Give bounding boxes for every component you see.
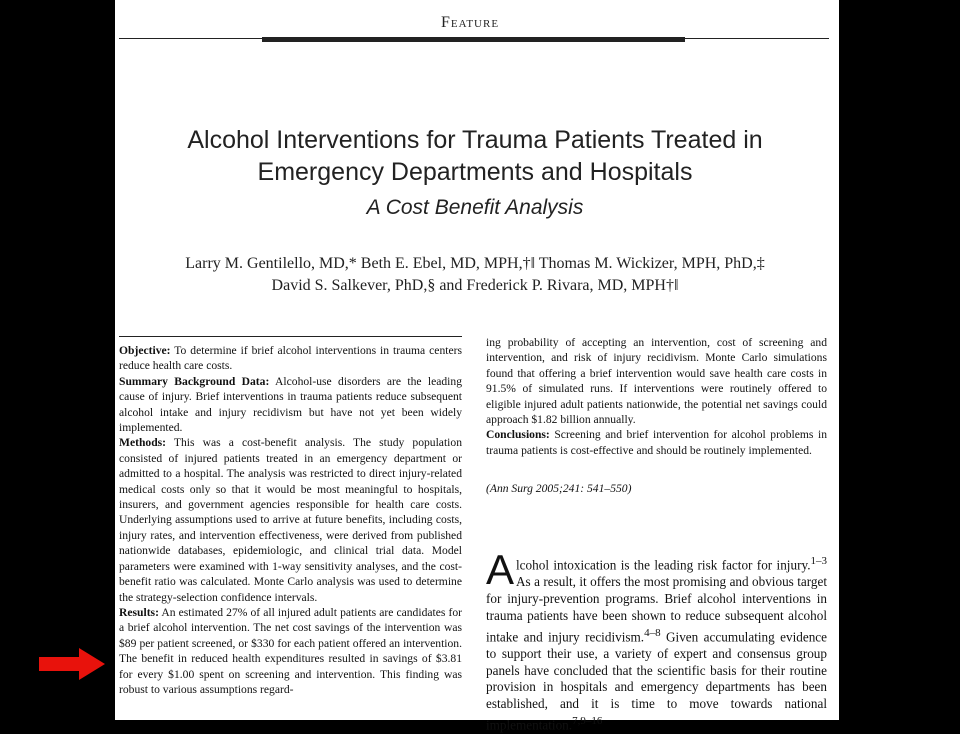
conclusions-label: Conclusions:: [486, 428, 550, 442]
article-page: [115, 0, 839, 733]
article-subtitle: A Cost Benefit Analysis: [366, 196, 584, 219]
objective-label: Objective:: [119, 344, 171, 357]
reference-2: 4–8: [644, 626, 661, 639]
authors-line-2: David S. Salkever, PhD,§ and Frederick P. Rivara, MD, MPH†‖: [271, 277, 679, 294]
results-text: An estimated 27% of all injured adult patients are candidates for a brief alcohol intervention. The net cost savings of the intervention was $89 per patient screened, or $330 for each patient offered an intervention. The benefit in reduced health expenditures resulted in savings of $3.81 for every $1.00 spent on screening and intervention. This finding was robust to various assumptions regard-: [119, 605, 462, 696]
conclusions-text: Screening and brief intervention for alcohol problems in trauma patients is cost-effective and should be routinely implemented.: [486, 428, 827, 457]
abstract-right-column: [486, 335, 827, 458]
results-label: Results:: [119, 605, 159, 619]
authors-line-1: Larry M. Gentilello, MD,* Beth E. Ebel, MD, MPH,†‖ Thomas M. Wickizer, MPH, PhD,‡: [185, 255, 765, 272]
background-label: Summary Background Data:: [119, 374, 270, 388]
red-arrow-icon: [39, 648, 105, 685]
author-list: [145, 253, 805, 297]
article-title: [145, 124, 805, 188]
citation-text: (Ann Surg 2005;241: 541–550): [486, 482, 632, 495]
abstract-background: [119, 374, 462, 436]
title-line-1: Alcohol Interventions for Trauma Patients Treated in: [187, 126, 763, 154]
body-text-3: Given accumulating evidence to support their use, a variety of expert and consensus group panels have concluded that the scientific basis for their routine provision in hospitals and emergency departments has been established, and it is time to move towards national implementation.: [486, 628, 828, 733]
abstract-rule: [119, 336, 462, 337]
methods-text: This was a cost-benefit analysis. The study population consisted of injured patients treated in an emergency department or admitted to a hospital. The analysis was restricted to direct injury-related medical costs only so that it would be most meaningful to hospitals, insurers, and government agencies responsible for health care costs. Underlying assumptions used to arrive at future benefits, including costs, injury rates, and intervention effectiveness, were derived from published nationwide databases, epidemiologic, and clinical trial data. Model parameters were examined with 1-way sensitivity analyses, and the cost-benefit ratio was calculated. Monte Carlo analysis was used to determine the strategy-selection confidence intervals.: [119, 436, 462, 604]
reference-3: 7,9–16: [572, 714, 603, 727]
body-text-2: As a result, it offers the most promising and obvious target for injury-prevention programs. Brief alcohol interventions in trauma patients have been shown to reduce subsequent alcohol intake and injury recidivism.: [486, 574, 827, 644]
results-continued: ing probability of accepting an intervention, cost of screening and intervention, and risk of injury recidivism. Monte Carlo simulations found that offering a brief intervention would save health care costs in 91.5% of simulated runs. If interventions were routinely offered to eligible injured adult patients nationwide, the potential net savings could approach $1.82 billion annually.: [486, 336, 827, 427]
section-header: Feature: [441, 14, 500, 31]
abstract-methods: [119, 435, 462, 604]
abstract-conclusions: [486, 427, 827, 458]
abstract-results: [119, 605, 462, 697]
red-arrow-shape: [39, 648, 105, 680]
objective-text: To determine if brief alcohol interventions in trauma centers reduce health care costs.: [119, 344, 462, 373]
abstract-objective: [119, 343, 462, 374]
title-line-2: Emergency Departments and Hospitals: [257, 158, 693, 186]
abstract-left-column: [119, 343, 462, 697]
methods-label: Methods:: [119, 436, 167, 450]
citation: [486, 482, 631, 495]
header-rule-thick: [262, 37, 685, 42]
reference-1: 1–3: [810, 555, 827, 567]
background-text: Alcohol-use disorders are the leading cause of injury. Brief interventions in trauma patients reduce subsequent alcohol intake and injury recidivism but have not yet been widely implemented.: [119, 374, 463, 435]
body-paragraph: [486, 546, 828, 734]
drop-cap: A: [486, 546, 515, 593]
intro-paragraph: [486, 546, 828, 734]
body-intro: lcohol intoxication is the leading risk factor for injury.: [516, 557, 811, 573]
red-arrow-polygon: [39, 648, 105, 680]
